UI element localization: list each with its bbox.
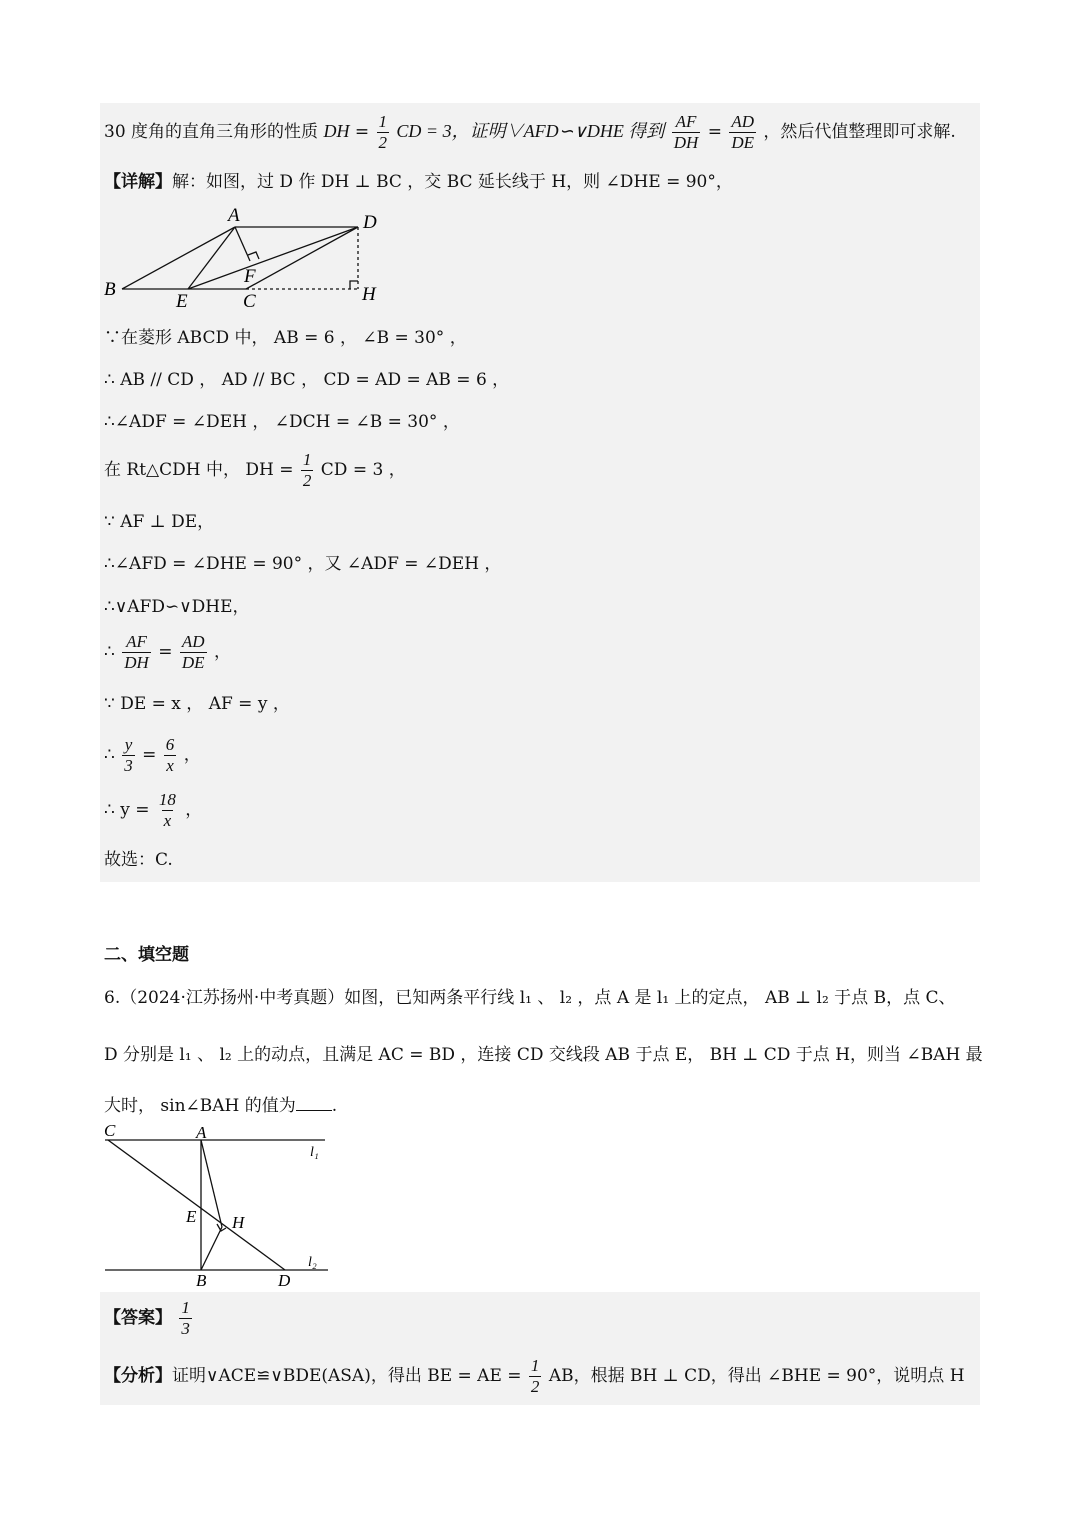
- fraction-ad-de: [180, 632, 207, 673]
- label-a: A: [196, 1123, 207, 1142]
- label-d: D: [278, 1271, 291, 1290]
- parallel-lines-figure: [100, 1120, 340, 1290]
- label-a: A: [228, 205, 240, 226]
- fraction-numerator: 1: [181, 1298, 190, 1317]
- equals-sign: =: [354, 122, 370, 142]
- equals-sign: =: [142, 745, 157, 765]
- fraction-numerator: AF: [675, 112, 697, 131]
- fraction-numerator: 1: [378, 112, 388, 131]
- fraction-denominator: DH: [673, 133, 699, 152]
- detail-line: [104, 170, 733, 194]
- fraction-denominator: DH: [124, 653, 149, 672]
- label-l1: l₁: [310, 1145, 319, 1160]
- text-segment: .: [331, 1096, 338, 1116]
- fraction-af-dh: [672, 112, 701, 153]
- fraction-numerator: 1: [530, 1356, 540, 1375]
- fraction-6-x: [164, 735, 177, 776]
- text-segment: 证明∨ACE≌∨BDE(ASA)，得出 BE = AE =: [172, 1366, 522, 1386]
- rhombus-figure: [100, 203, 390, 313]
- label-h: H: [232, 1213, 245, 1232]
- fraction-ad-de: [729, 112, 756, 153]
- step-11: [104, 790, 202, 831]
- detail-text: 解：如图，过 D 作 DH ⊥ BC ，交 BC 延长线于 H，则 ∠DHE = 90°，: [172, 172, 733, 192]
- step-4: [104, 450, 406, 491]
- fraction-numerator: AD: [181, 632, 205, 651]
- fraction-numerator: 6: [165, 735, 175, 754]
- label-b: B: [104, 279, 116, 300]
- detail-label: 【详解】: [104, 172, 172, 192]
- answer-label: 【答案】: [104, 1308, 172, 1328]
- fraction-half: [377, 112, 390, 153]
- text-segment: ，: [213, 642, 231, 662]
- fraction-af-dh: [122, 632, 151, 673]
- answer-fraction: [179, 1298, 192, 1339]
- text-segment: ，然后代值整理即可求解.: [763, 122, 956, 142]
- fraction-numerator: 1: [302, 450, 312, 469]
- therefore-sign: ∴: [104, 745, 115, 765]
- analysis-line-1: [104, 112, 956, 153]
- fraction-numerator: AD: [731, 112, 755, 131]
- text-segment: AB，根据 BH ⊥ CD，得出 ∠BHE = 90°，说明点 H: [548, 1366, 965, 1386]
- text-segment: ∴ y =: [104, 800, 150, 820]
- step-1: ∵在菱形 ABCD 中， AB = 6 ， ∠B = 30° ，: [104, 328, 467, 348]
- step-8: [104, 632, 231, 673]
- text-segment: ，: [183, 745, 201, 765]
- fraction-denominator: DE: [731, 133, 755, 152]
- question-line-3: [104, 1091, 337, 1116]
- analysis-label: 【分析】: [104, 1366, 172, 1386]
- math-dh: DH: [323, 121, 350, 141]
- question-line-2: D 分别是 l₁ 、 l₂ 上的动点，且满足 AC = BD ，连接 CD 交线段 AB 于点 E， BH ⊥ CD 于点 H，则当 ∠BAH 最: [104, 1045, 983, 1065]
- step-9: ∵ DE = x ， AF = y ，: [104, 694, 290, 714]
- fraction-numerator: AF: [126, 632, 147, 651]
- label-c: C: [243, 291, 256, 312]
- fraction-denominator: 2: [302, 471, 312, 490]
- label-e: E: [176, 291, 188, 312]
- label-f: F: [244, 266, 256, 287]
- fraction-denominator: 2: [530, 1377, 540, 1396]
- step-3: ∴∠ADF = ∠DEH ， ∠DCH = ∠B = 30° ，: [104, 412, 460, 432]
- fraction-half: [529, 1356, 542, 1397]
- label-l2: l₂: [308, 1255, 317, 1270]
- step-6: ∴∠AFD = ∠DHE = 90° ，又 ∠ADF = ∠DEH ，: [104, 554, 502, 574]
- fraction-denominator: DE: [181, 653, 205, 672]
- step-7: ∴∨AFD∽∨DHE，: [104, 597, 250, 617]
- label-c: C: [104, 1121, 116, 1140]
- fraction-denominator: x: [163, 811, 172, 830]
- equals-sign: =: [158, 642, 173, 662]
- label-d: D: [363, 212, 377, 233]
- question-line-1: 6.（2024·江苏扬州·中考真题）如图，已知两条平行线 l₁ 、 l₂ ，点 A 是 l₁ 上的定点， AB ⊥ l₂ 于点 B，点 C、: [104, 988, 956, 1008]
- text-segment: 30 度角的直角三角形的性质: [104, 122, 319, 142]
- text-segment: 大时， sin∠BAH 的值为: [104, 1096, 296, 1116]
- text-segment: 在 Rt△CDH 中， DH =: [104, 460, 294, 480]
- analysis-line: [104, 1356, 965, 1397]
- therefore-sign: ∴: [104, 642, 115, 662]
- text-segment: ，: [185, 800, 203, 820]
- fraction-numerator: y: [124, 735, 133, 754]
- fraction-18-x: [157, 790, 178, 831]
- text-segment: CD = 3，证明∨AFD∽∨DHE 得到: [396, 121, 665, 141]
- label-h: H: [362, 284, 376, 305]
- step-12: 故选：C.: [104, 850, 173, 870]
- label-e: E: [186, 1207, 197, 1226]
- fraction-half: [301, 450, 314, 491]
- fraction-numerator: 18: [158, 790, 176, 809]
- step-10: [104, 735, 201, 776]
- answer-blank: [296, 1110, 332, 1111]
- fraction-y-3: [122, 735, 135, 776]
- label-b: B: [196, 1271, 207, 1290]
- step-5: ∵ AF ⊥ DE，: [104, 512, 215, 532]
- text-segment: CD = 3 ，: [320, 460, 406, 480]
- fraction-denominator: 3: [181, 1319, 190, 1338]
- fraction-denominator: x: [166, 756, 174, 775]
- fraction-denominator: 3: [124, 756, 133, 775]
- answer-line: [104, 1298, 194, 1339]
- section-title: 二、填空题: [104, 945, 189, 965]
- fraction-denominator: 2: [378, 133, 388, 152]
- step-2: ∴ AB // CD ， AD // BC ， CD = AD = AB = 6 ，: [104, 370, 510, 390]
- equals-sign: =: [707, 122, 722, 142]
